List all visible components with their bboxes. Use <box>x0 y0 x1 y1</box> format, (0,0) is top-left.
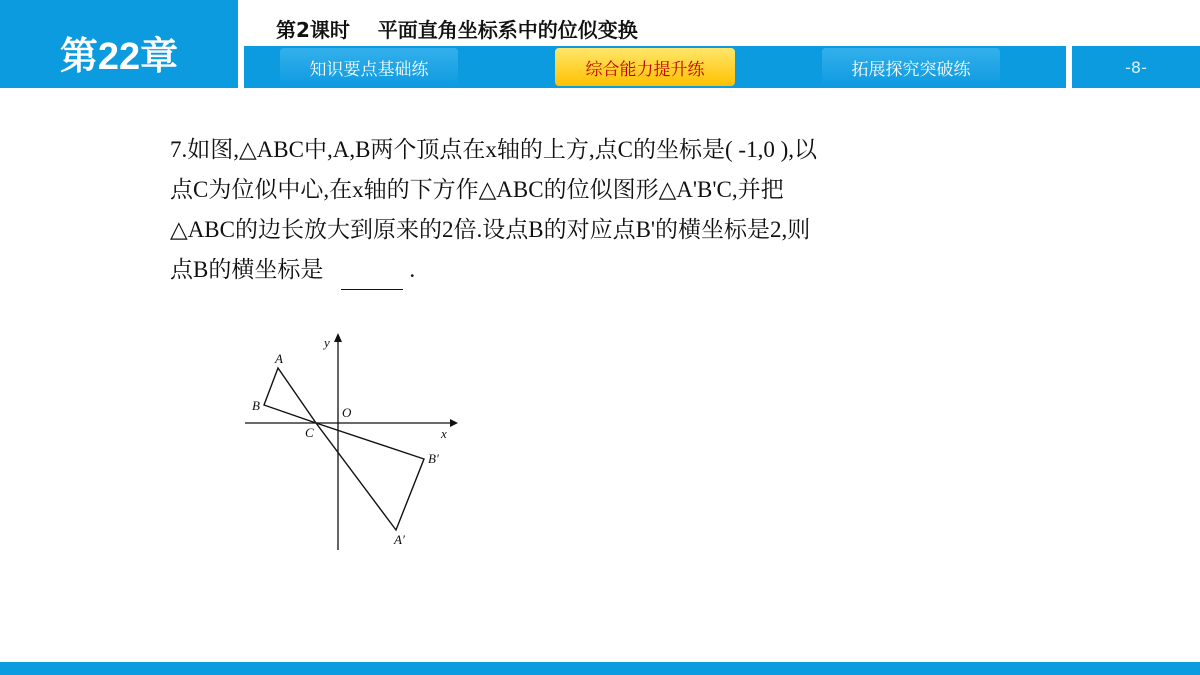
lesson-title: 第2课时 平面直角坐标系中的位似变换 <box>276 18 638 42</box>
label-b-prime: B′ <box>428 451 439 466</box>
question-line-4 <box>170 250 970 290</box>
label-a-prime: A′ <box>394 532 405 547</box>
figure-svg <box>240 328 470 554</box>
page-number: -8- <box>1072 46 1200 88</box>
question-line-1: 7.如图,△ABC中,A,B两个顶点在x轴的上方,点C的坐标是( -1,0 ),以 <box>170 137 817 162</box>
label-c: C <box>305 425 314 440</box>
bottom-bar <box>0 662 1200 675</box>
tab-bar <box>244 46 1066 88</box>
label-b: B <box>252 398 260 413</box>
question-line-4-end: . <box>409 257 416 282</box>
x-axis-arrow <box>450 419 458 427</box>
triangle-a-prime-b-prime-c <box>316 423 424 530</box>
y-axis-arrow <box>334 333 342 342</box>
chapter-label: 第22章 <box>0 0 238 88</box>
question-line-4-text: 点B的横坐标是 <box>170 257 324 282</box>
question-line-3: △ABC的边长放大到原来的2倍.设点B的对应点B'的横坐标是2,则 <box>170 217 811 242</box>
answer-blank <box>341 265 403 290</box>
label-y: y <box>324 335 330 350</box>
label-o: O <box>342 405 352 420</box>
tab-comprehensive-practice[interactable]: 综合能力提升练 <box>555 48 735 86</box>
label-x: x <box>441 426 447 441</box>
triangle-abc <box>264 368 316 423</box>
tab-basic-practice[interactable]: 知识要点基础练 <box>280 48 458 86</box>
label-a: A <box>275 351 283 366</box>
coordinate-figure <box>240 328 470 554</box>
question-text <box>170 130 970 290</box>
tab-extension-practice[interactable]: 拓展探究突破练 <box>822 48 1000 86</box>
question-line-2: 点C为位似中心,在x轴的下方作△ABC的位似图形△A'B'C,并把 <box>170 177 784 202</box>
